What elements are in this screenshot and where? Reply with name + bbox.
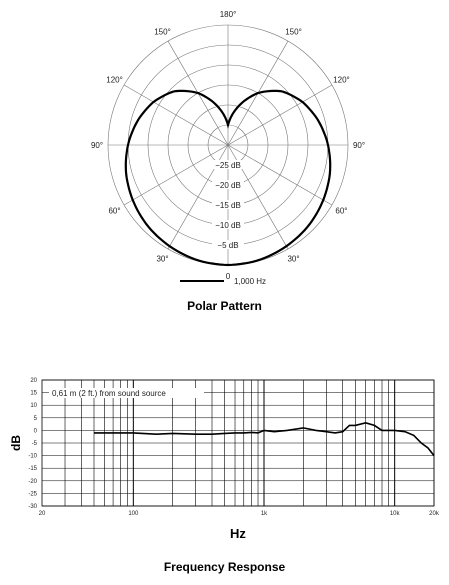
polar-ring-label: −25 dB (215, 161, 241, 170)
polar-angle-label: 90° (90, 141, 104, 150)
polar-legend-label: 1,000 Hz (234, 277, 267, 286)
polar-spoke (124, 85, 228, 145)
y-tick-label: -30 (28, 504, 37, 510)
polar-pattern-title: Polar Pattern (187, 299, 262, 313)
x-tick-label: 20 (38, 511, 46, 517)
polar-spoke (228, 145, 332, 205)
y-tick-label: 0 (33, 428, 37, 435)
polar-ring-label: −10 dB (215, 221, 241, 230)
polar-angle-label: 30° (287, 254, 300, 264)
x-tick-label: 1k (260, 511, 268, 517)
frequency-response-chart (0, 360, 449, 545)
frequency-response-title: Frequency Response (163, 560, 286, 574)
y-tick-label: -15 (28, 466, 37, 473)
annotation-label: 0,61 m (2 ft.) from sound source (52, 389, 166, 398)
x-tick-label: 10k (389, 511, 400, 517)
x-tick-labels (39, 511, 440, 517)
polar-ring-label: −20 dB (215, 181, 241, 190)
y-tick-label: -25 (28, 491, 37, 498)
polar-angle-label: 30° (156, 254, 169, 264)
y-tick-labels (28, 378, 37, 510)
y-tick-label: -10 (28, 453, 37, 460)
y-tick-label: 20 (30, 378, 37, 384)
y-tick-label: 10 (30, 403, 37, 410)
polar-spoke (228, 85, 332, 145)
y-tick-label: -20 (28, 478, 37, 485)
x-axis-label: Hz (230, 526, 246, 541)
polar-ring-label: −5 dB (217, 241, 239, 250)
polar-angle-label: 120° (333, 75, 350, 85)
polar-legend (180, 277, 266, 286)
polar-angle-label: 150° (154, 27, 171, 37)
polar-angle-label: 150° (285, 27, 302, 37)
polar-spoke (124, 145, 228, 205)
polar-angle-label: 120° (106, 75, 123, 85)
polar-ring-label: −15 dB (215, 201, 241, 210)
polar-angle-label: 180° (219, 10, 237, 19)
y-tick-label: 15 (30, 390, 37, 397)
y-tick-label: -5 (31, 441, 37, 447)
x-tick-label: 20k (429, 511, 439, 517)
x-tick-label: 100 (128, 511, 139, 517)
polar-angle-label: 90° (352, 141, 366, 150)
y-tick-label: 5 (33, 415, 37, 422)
polar-angle-label: 60° (335, 206, 348, 216)
polar-angle-label: 60° (108, 206, 121, 216)
y-axis-label: dB (9, 435, 23, 451)
polar-angle-label: 0 (225, 272, 231, 281)
